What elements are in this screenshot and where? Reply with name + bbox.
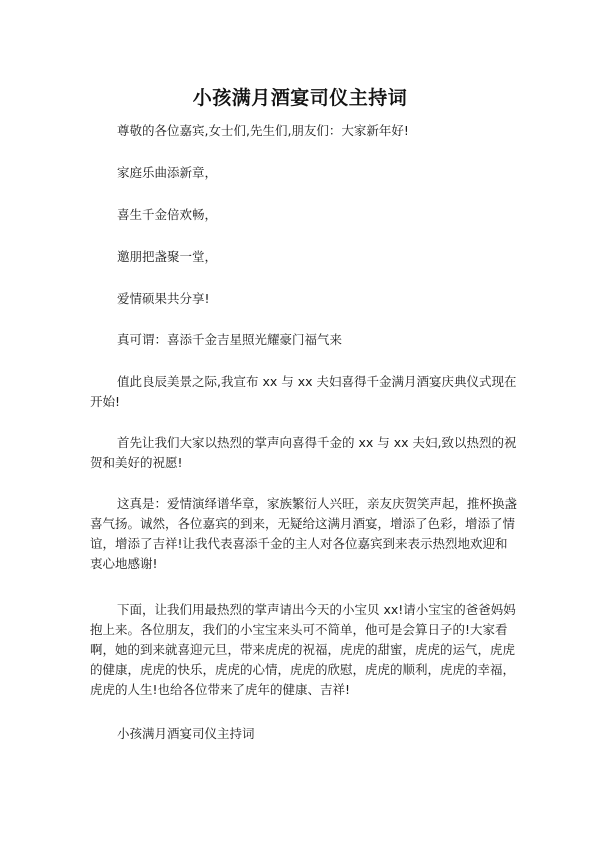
paragraph-welcome: 这真是：爱情演绎谱华章，家族繁衍人兴旺，亲友庆贺笑声起，推杯换盏喜气扬。诚然，各位嘉宾的到来，无疑给这满月酒宴，增添了色彩，增添了情谊，增添了吉祥!让我代表喜添千金的主人对各位嘉宾到来表示热烈地欢迎和衷心地感谢! (90, 496, 518, 571)
paragraph-verse-4: 爱情硕果共分享! (117, 291, 210, 306)
paragraph-greeting: 尊敬的各位嘉宾,女士们,先生们,朋友们：大家新年好! (117, 123, 409, 138)
paragraph-saying: 真可谓：喜添千金吉星照光耀豪门福气来 (117, 332, 343, 347)
paragraph-verse-2: 喜生千金倍欢畅， (117, 207, 218, 222)
document-footer-title: 小孩满月酒宴司仪主持词 (117, 726, 255, 741)
paragraph-baby-introduction: 下面，让我们用最热烈的掌声请出今天的小宝贝 xx!请小宝宝的爸爸妈妈抱上来。各位朋友，我们的小宝宝来头可不简单，他可是会算日子的!大家看啊，她的到来就喜迎元旦，带来虎虎的祝福，虎虎的甜蜜，虎虎的运气，虎虎的健康，虎虎的快乐，虎虎的心情，虎虎的欣慰，虎虎的顺利，虎虎的幸福，虎虎的人生!也给各位带来了虎年的健康、吉祥! (90, 602, 516, 697)
paragraph-applause: 首先让我们大家以热烈的掌声向喜得千金的 xx 与 xx 夫妇,致以热烈的祝贺和美好的祝愿! (90, 435, 517, 470)
paragraph-verse-1: 家庭乐曲添新章， (117, 165, 218, 180)
paragraph-verse-3: 邀朋把盏聚一堂， (117, 249, 218, 264)
paragraph-announcement: 值此良辰美景之际,我宣布 xx 与 xx 夫妇喜得千金满月酒宴庆典仪式现在开始! (90, 374, 517, 409)
document-title: 小孩满月酒宴司仪主持词 (192, 87, 408, 109)
